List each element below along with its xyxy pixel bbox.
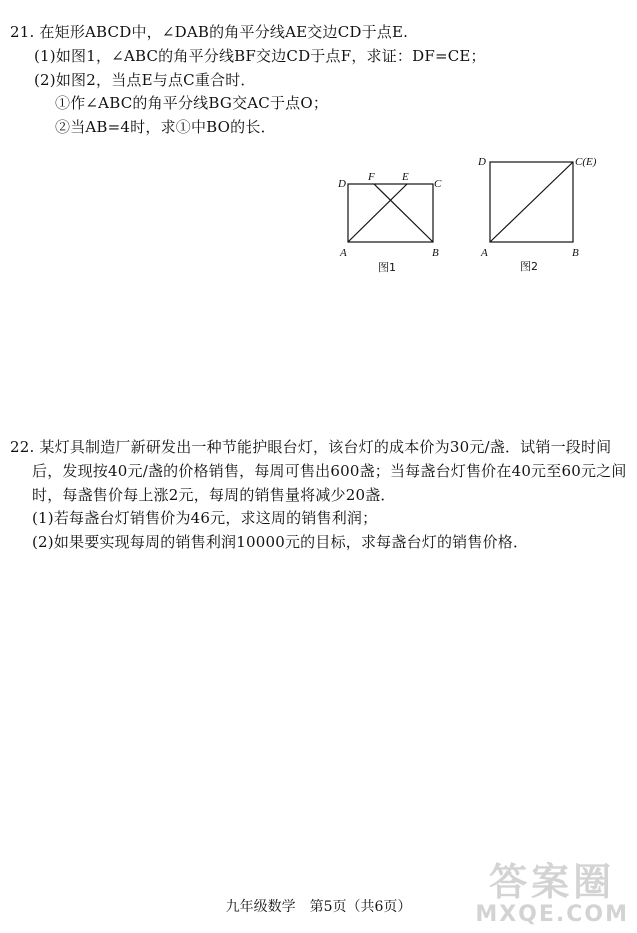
- q22-line1: 22. 某灯具制造厂新研发出一种节能护眼台灯，该台灯的成本价为30元/盏．试销一段时间: [10, 438, 612, 456]
- q21-part2: (2)如图2，当点E与点C重合时．: [34, 71, 256, 89]
- fig1-label-E: E: [402, 171, 409, 183]
- figure-1: [330, 165, 455, 280]
- watermark-url: MXQE.COM: [475, 902, 629, 927]
- q21-part1: (1)如图1，∠ABC的角平分线BF交边CD于点F，求证：DF=CE；: [34, 47, 486, 65]
- fig1-caption: 图1: [378, 261, 396, 274]
- fig1-line-BF: [374, 184, 433, 242]
- fig1-line-AE: [348, 184, 407, 242]
- figure-2: [475, 150, 605, 280]
- fig2-label-CE: C(E): [575, 156, 597, 168]
- fig1-label-D: D: [338, 178, 346, 190]
- q22-line3: 时，每盏售价每上涨2元，每周的销售量将减少20盏．: [32, 486, 396, 504]
- fig1-rectangle: [348, 184, 433, 242]
- fig1-label-F: F: [368, 171, 375, 183]
- q22-line2: 后，发现按40元/盏的价格销售，每周可售出600盏；当每盏台灯售价在40元至60元之间: [32, 462, 627, 480]
- q22-part2: (2)如果要实现每周的销售利润10000元的目标，求每盏台灯的销售价格．: [32, 533, 529, 551]
- watermark-logo-text: 答案圈: [489, 860, 616, 904]
- page-footer: 九年级数学 第5页（共6页）: [225, 899, 412, 915]
- fig2-diagonal-AC: [490, 162, 573, 242]
- watermark: [475, 861, 629, 927]
- fig1-label-C: C: [434, 178, 442, 190]
- q21-sub2: ②当AB=4时，求①中BO的长．: [55, 118, 276, 136]
- fig2-label-D: D: [478, 156, 486, 168]
- fig1-label-A: A: [340, 247, 347, 259]
- q21-stem: 21. 在矩形ABCD中，∠DAB的角平分线AE交边CD于点E.: [10, 23, 409, 41]
- fig2-label-B: B: [572, 247, 579, 259]
- fig2-label-A: A: [481, 247, 488, 259]
- q22-part1: (1)若每盏台灯销售价为46元，求这周的销售利润；: [32, 509, 378, 527]
- fig2-caption: 图2: [520, 260, 538, 273]
- fig1-label-B: B: [432, 247, 439, 259]
- q21-sub1: ①作∠ABC的角平分线BG交AC于点O；: [55, 94, 329, 112]
